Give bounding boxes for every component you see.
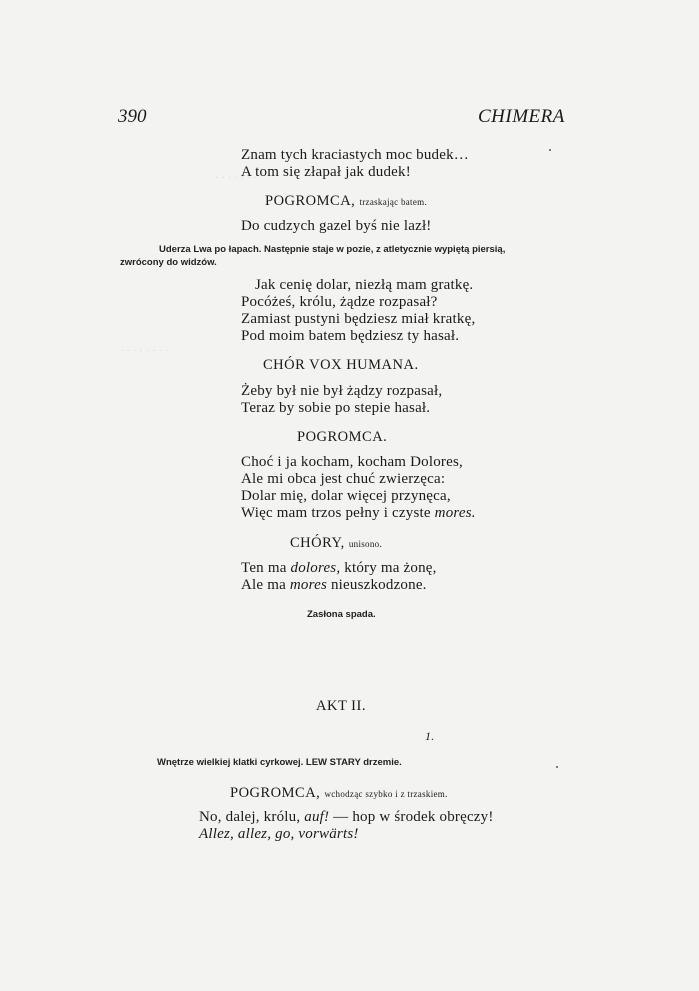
verse-text: nieuszkodzone. [327, 577, 427, 593]
verse-line: Choć i ja kocham, kocham Dolores, [241, 454, 463, 470]
verse-line: Żeby był nie był żądzy rozpasał, [241, 383, 443, 399]
verse-line [241, 505, 476, 522]
stage-direction: zwrócony do widzów. [120, 257, 217, 268]
page-number: 390 [118, 106, 147, 127]
verse-line: Pod moim batem będziesz ty hasał. [241, 328, 460, 344]
verse-text: No, dalej, królu, [199, 809, 305, 825]
speaker-name: CHÓR VOX HUMANA. [263, 357, 419, 373]
speaker-heading [290, 535, 382, 552]
verse-text-italic: mores [289, 577, 327, 593]
verse-text: Ale ma [241, 577, 290, 593]
verse-line [241, 560, 437, 577]
print-speck [549, 149, 551, 151]
act-title: AKT II. [316, 698, 366, 714]
verse-text-italic: dolores, [290, 560, 341, 576]
speaker-name: POGROMCA. [297, 429, 388, 445]
show-through-text: · · · · · · · [215, 172, 258, 184]
verse-line [241, 577, 427, 594]
speaker-name: CHÓRY, [290, 535, 345, 551]
speaker-heading [230, 785, 448, 802]
stage-direction-inline: wchodząc szybko i z trzaskiem. [324, 789, 448, 799]
speaker-heading [265, 193, 427, 210]
show-through-text: · · · · · · · · [120, 345, 169, 357]
verse-line-italic: Allez, allez, go, vorwärts! [199, 826, 359, 842]
verse-line: Do cudzych gazel byś nie lazł! [241, 218, 432, 234]
verse-line: Znam tych kraciastych moc budek… [241, 147, 469, 163]
verse-line: Ale mi obca jest chuć zwierzęca: [241, 471, 446, 487]
verse-text-italic: auf! [304, 809, 330, 825]
verse-line: Zamiast pustyni będziesz miał kratkę, [241, 311, 476, 327]
speaker-name: POGROMCA, [230, 785, 321, 801]
speaker-name: POGROMCA, [265, 193, 356, 209]
stage-direction: Wnętrze wielkiej klatki cyrkowej. LEW STARY drzemie. [157, 757, 402, 768]
verse-text: Ten ma [241, 560, 291, 576]
verse-text: — hop w środek obręczy! [329, 809, 494, 825]
verse-text-italic: mores. [434, 505, 476, 521]
scene-number: 1. [425, 729, 435, 743]
stage-direction: Uderza Lwa po łapach. Następnie staje w pozie, z atletycznie wypiętą piersią, [159, 244, 506, 255]
verse-line: Pocóżeś, królu, żądze rozpasał? [241, 294, 438, 310]
running-title: CHIMERA [478, 106, 565, 127]
verse-line: Dolar mię, dolar więcej przynęca, [241, 488, 451, 504]
stage-direction: Zasłona spada. [307, 609, 376, 620]
verse-text: Więc mam trzos pełny i czyste [241, 505, 435, 521]
print-speck [556, 766, 558, 768]
verse-line: Jak cenię dolar, niezłą mam gratkę. [255, 277, 474, 293]
verse-line: A tom się złapał jak dudek! [241, 164, 411, 180]
stage-direction-inline: unisono. [348, 539, 382, 549]
verse-text: który ma żonę, [340, 560, 437, 576]
verse-line: Teraz by sobie po stepie hasał. [241, 400, 431, 416]
stage-direction-inline: trzaskając batem. [359, 197, 428, 207]
verse-line [199, 809, 494, 826]
